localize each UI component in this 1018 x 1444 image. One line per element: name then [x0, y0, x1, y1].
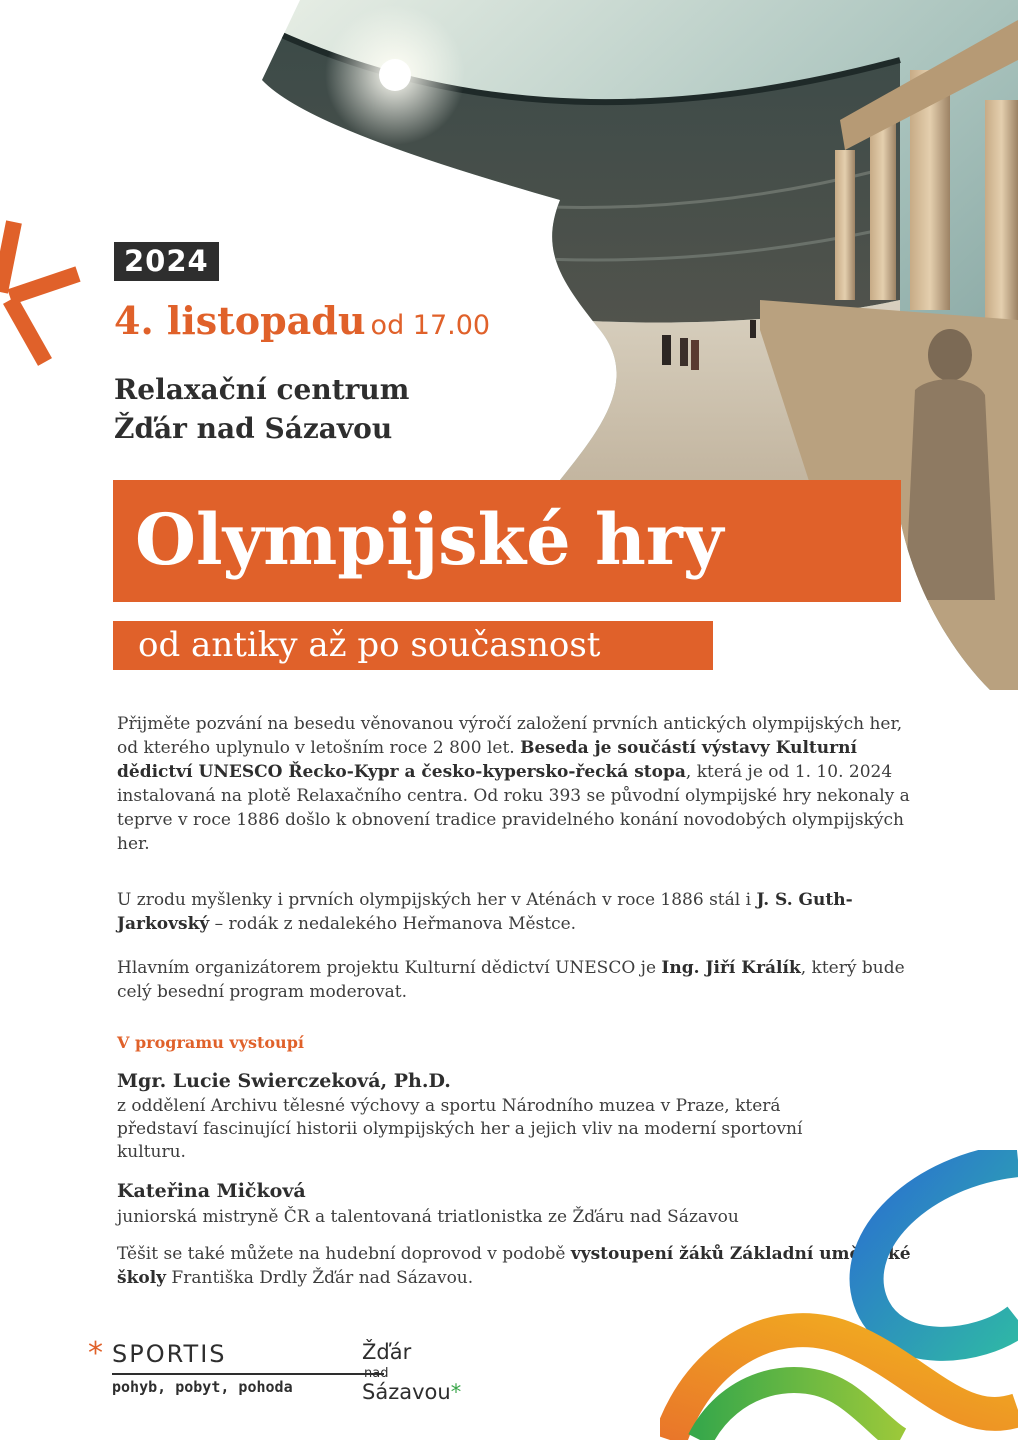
speaker-2-name: Kateřina Mičková [117, 1180, 306, 1202]
venue-line-2: Žďár nad Sázavou [114, 412, 393, 445]
history-text-end: – rodák z nedalekého Heřmanova Městce. [209, 914, 577, 934]
page-title: Olympijské hry [135, 498, 724, 581]
organizer-bold: Ing. Jiří Králík [661, 958, 801, 978]
program-heading: V programu vystoupí [117, 1033, 304, 1052]
venue [114, 370, 409, 448]
speaker-1-name: Mgr. Lucie Swierczeková, Ph.D. [117, 1070, 451, 1092]
history-text: U zrodu myšlenky i prvních olympijských her v Aténách v roce 1886 stál i [117, 890, 757, 910]
organizer-text: Hlavním organizátorem projektu Kulturní dědictví UNESCO je [117, 958, 662, 978]
history-paragraph [117, 888, 917, 936]
history-bold: J. S. Guth-Jarkovský [117, 890, 853, 934]
zdar-line-3: Sázavou [362, 1380, 451, 1404]
asterisk-icon: * [88, 1336, 103, 1371]
intro-bold: Beseda je součástí výstavy Kulturní dědictví UNESCO Řecko-Kypr a česko-kypersko-řecká stopa [117, 738, 857, 782]
venue-line-1: Relaxační centrum [114, 373, 410, 406]
music-bold: vystoupení žáků Základní umělecké školy [117, 1244, 911, 1288]
title-banner [113, 480, 901, 602]
ribbon-graphic [660, 1150, 1018, 1440]
sportis-name: SPORTIS [112, 1340, 227, 1368]
orange-asterisk-icon [0, 212, 90, 372]
divider [112, 1373, 384, 1375]
date-text: 4. listopadu [114, 298, 366, 343]
intro-text: Přijměte pozvání na besedu věnovanou výročí založení prvních antických olympijských her, od kterého uplynulo v letošním roce 2 800 let. [117, 714, 903, 758]
time-text: od 17.00 [370, 310, 491, 341]
zdar-line-1: Žďár [362, 1340, 412, 1364]
sportis-tagline: pohyb, pobyt, pohoda [112, 1378, 293, 1396]
zdar-line-3-wrap [362, 1380, 461, 1404]
zdar-line-2: nad [364, 1366, 389, 1381]
speaker-2-description: juniorská mistryně ČR a talentovaná triatlonistka ze Žďáru nad Sázavou [117, 1207, 739, 1227]
year-badge: 2024 [114, 242, 219, 281]
music-text: Těšit se také můžete na hudební doprovod v podobě [117, 1244, 571, 1264]
page-subtitle: od antiky až po současnost [138, 625, 601, 665]
intro-text-end: , která je od 1. 10. 2024 instalovaná na plotě Relaxačního centra. Od roku 393 se původní olympijské hry nekonaly a teprve v roce 1886 došlo k obnovení tradice pravidelného konání novodobých olympijských her. [117, 762, 910, 854]
event-date [114, 298, 490, 343]
speaker-1-description: z oddělení Archivu tělesné výchovy a sportu Národního muzea v Praze, která představí fascinující historii olympijských her a jejich vliv na moderní sportovní kulturu. [117, 1096, 803, 1162]
intro-paragraph [117, 712, 917, 856]
subtitle-banner [113, 621, 713, 670]
organizer-paragraph [117, 956, 917, 1004]
green-asterisk-icon: * [450, 1380, 462, 1404]
organizer-text-end: , který bude celý besední program moderovat. [117, 958, 905, 1002]
music-text-end: Františka Drdly Žďár nad Sázavou. [166, 1268, 474, 1288]
